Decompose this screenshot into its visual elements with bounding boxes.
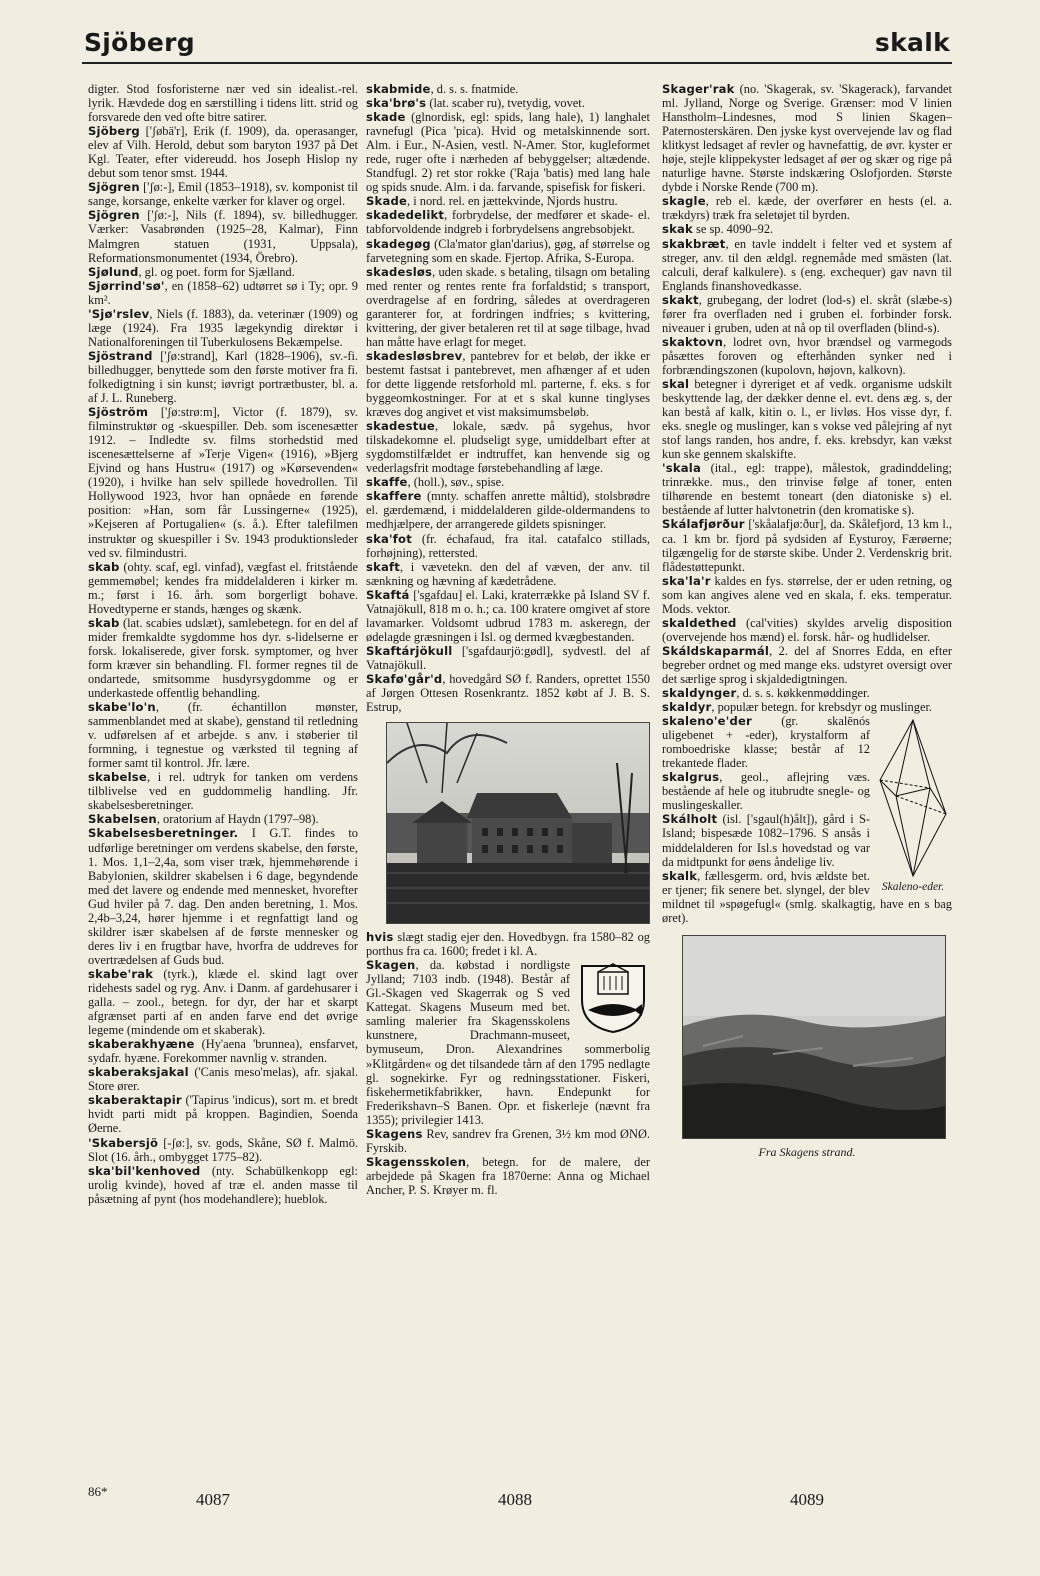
entry: Skagen, da. købstad i nordligste Jylland; 7103 indb. (1948). Består af Gl.-Skagen ved Skagerrak og S ved Kattegat. Skagens Museum med bet. samling malerier fra Skagensskolens kunstnere, Drachmann-museet, bymuseum, Dron. Alexandrines sommerbolig »Klitgården« og det tilsandede tårn af den 1795 nedlagte gl. sognekirke. Fyr og redningsstationer. Fiskeri, fiskehermetikfabrikker, havn. Endepunkt for Frederikshavn–S Banen. Opr. et fiskerleje (nævnt fra 1355); privilegier 1413.	[366, 958, 650, 1127]
header-right-guideword: skalk	[874, 28, 950, 57]
entry: Sjørrind'sø', en (1858–62) udtørret sø i Ty; opr. 9 km².	[88, 278, 358, 307]
entry-headword: skalgrus	[662, 770, 720, 785]
entry-headword: skabelse	[88, 770, 147, 785]
entry-headword: skalk	[662, 868, 698, 883]
signature-mark: 86*	[88, 1484, 108, 1499]
manor-photo	[386, 722, 650, 924]
entry: skalgrus, geol., aflejring væs. bestående af hele og itubrudte snegle- og muslingeskaller.	[662, 770, 870, 813]
beach-caption: Fra Skagens strand.	[758, 1144, 856, 1159]
entry: skadesløs, uden skade. s betaling, tilsagn om betaling med renter og rentes rente fra forfaldstid; s transport, overdragelse af en fordring, således at overdrageren garanterer for, at fordringen indfries; s kvittering, kvittering, der giver betaleren ret til at søge tilbage, hvad han måtte have erlagt for meget.	[366, 264, 650, 349]
entry-headword: skaldethed	[662, 615, 737, 630]
entry-headword: Skaftá	[366, 587, 410, 602]
entry: 'Sjø'rslev, Niels (f. 1883), da. veterinær (1909) og læge (1924). Fra 1935 lægekyndig direktør i Nationalforeningen til Tuberkulosens Bekæmpelse.	[88, 306, 358, 349]
entry-headword: Sjögren	[88, 180, 140, 195]
entry-headword: Sjølund	[88, 264, 139, 279]
entry: skaberaktapir ('Tapirus 'indicus), sort m. et bredt hvidt parti midt på kroppen. Bagindien, Soenda Øerne.	[88, 1093, 358, 1136]
entry: ska'fot (fr. échafaud, fra ital. catafalco stillads, forhøjning), rettersted.	[366, 531, 650, 560]
entry-headword: 'Sjø'rslev	[88, 306, 150, 321]
entry-headword: skadesløsbrev	[366, 348, 463, 363]
entry: Skager'rak (no. 'Skagerak, sv. 'Skagerack), farvandet ml. Jylland, Norge og Sverige. Grænser: mod V linien Hanstholm–Lindesnes, mod S linien Skagen–Paternosterskären. Den jyske kyst overvejende lav og flad klitkyst ledsaget af revler og havnefattig, de øvr. kyster er høje, stejle klippekyster ledsaget af øer og skær og rige på naturlige havne. Største indskæring Oslofjorden. Største dybde i Norske Rende (700 m).	[662, 82, 952, 195]
entry-headword: skadesløs	[366, 264, 433, 279]
entry-headword: Skálafjørður	[662, 517, 745, 532]
header-left-guideword: Sjöberg	[84, 28, 195, 57]
entry: skagle, reb el. kæde, der overfører en hests (el. a. trækdyrs) træk fra seletøjet til byrden.	[662, 194, 952, 223]
entry: skaberaksjakal ('Canis meso'melas), afr. sjakal. Store ører.	[88, 1065, 358, 1094]
entry-headword: skabe'rak	[88, 966, 154, 981]
entry: skal betegner i dyreriget et af vedk. organisme udskilt beskyttende lag, der dækker denne el. evt. dens æg. s, der kan bestå af kalk, kitin o. l., er livløs. Hos visse dyr, f. eks. snegle og muslinger, kan s vokse ved pålejring af nyt stof langs randen, hos andre, f. eks. krebsdyr, kan vækst kun ske gennem skalskifte.	[662, 376, 952, 462]
entry-headword: skakbræt	[662, 236, 726, 251]
entry: skabe'rak (tyrk.), klæde el. skind lagt over ridehests sadel og ryg. Anv. i Danm. af gardehusarer i galla. – zool., betegn. for dyr, der har et skarpt afgrænset parti af en anden farve end det øvrige legeme (mindende om et skaberak).	[88, 966, 358, 1038]
beach-photo-image	[683, 936, 945, 1138]
entry: skabmide, d. s. s. fnatmide.	[366, 82, 519, 96]
entry: Skaftárjökull ['sgafdaurjö:gødl], sydvestl. del af Vatnajökull.	[366, 643, 650, 672]
entry-headword: Sjöstrand	[88, 348, 153, 363]
entry: Sjølund, gl. og poet. form for Sjælland.	[88, 264, 295, 279]
entry: skaffere (mnty. schaffen anrette måltid), stolsbrødre el. gærdemænd, i middelalderen gilde-oldermandens to medhjælpere, der arrangerede gildets spisninger.	[366, 489, 650, 532]
entry: skaffe, (holl.), søv., spise.	[366, 475, 505, 490]
entry-headword: Sjöberg	[88, 124, 140, 139]
entry-headword: skak	[662, 222, 693, 237]
entry: Skafø'går'd, hovedgård SØ f. Randers, oprettet 1550 af Jørgen Ottesen Rosenkrantz. 1852 købt af J. B. S. Estrup,	[366, 671, 650, 715]
entry: skaktovn, lodret ovn, hvor brændsel og varmegods påsættes foroven og efterhånden synker ned i forbrændingszonen (kupolovn, højovn, kalkovn).	[662, 334, 952, 377]
entry-headword: skaldyr	[662, 700, 712, 715]
crystal-icon	[876, 718, 950, 878]
entry: skaberakhyæne (Hy'aena 'brunnea), ensfarvet, sydafr. hyæne. Forekommer navnlig v. stranden.	[88, 1037, 358, 1066]
page-number-4088: 4088	[498, 1490, 532, 1509]
entry-headword: hvis	[366, 930, 394, 945]
entry-headword: ska'bil'kenhoved	[88, 1163, 201, 1178]
entry-headword: skaldynger	[662, 686, 737, 701]
page-number-4087: 4087	[196, 1490, 230, 1509]
entry: skadedelikt, forbrydelse, der medfører et skade- el. tabforvoldende indgreb i forbrydelsens angrebsobjekt.	[366, 208, 650, 237]
entry-headword: skabe'lo'n	[88, 700, 156, 715]
entry-headword: skaktovn	[662, 334, 724, 349]
entry: skadesløsbrev, pantebrev for et beløb, der ikke er bestemt fastsat i pantebrevet, men afhænger af et uden for dette liggende retsforhold ml. parterne, f. eks. s for byggeomkostninger. For at et s skal kunne tinglyses kræves dog angivet et vist maksimumsbeløb.	[366, 348, 650, 420]
entry: skaldethed (cal'vities) skyldes arvelig disposition (overvejende hos mænd) el. forsk. hår- og hudlidelser.	[662, 615, 952, 644]
entry: digter. Stod fosforisterne nær ved sin idealist.-rel. lyrik. Hævdede dog en særstilling i tidens litt. strid og forsvarede den ved ofte bitre satirer.	[88, 82, 358, 125]
entry-headword: ska'la'r	[662, 573, 711, 588]
entry-headword: Sjögren	[88, 208, 140, 223]
entry: Skabelsesberetninger. I G.T. findes to udførlige beretninger om verdens skabelse, den første, 1. Mos. 1,1–2,4a, som viser træk, hjemmehørende i Babylonien, skildrer skabelsen i 6 dage, begyndende med det lavere og endende med mennesket, hvorefter Gud hviler på 7. dag. Den anden beretning, 1. Mos. 2,4b–3,24, hører hjemme i et regnfattigt land og skildrer især skabelsen af de første mennesker og deres liv i en frugtbar have, hvorfra de uddreves for overtrædelsen af Guds bud.	[88, 826, 358, 967]
entry-headword: skakt	[662, 292, 699, 307]
entry: ska'la'r kaldes en fys. størrelse, der er uden retning, og som kan angives alene ved en skala, f. eks. temperatur. Mods. vektor.	[662, 573, 952, 616]
page-number-4089: 4089	[790, 1490, 824, 1509]
entry-headword: Skagen	[366, 958, 416, 973]
entry: Skáldskaparmál, 2. del af Snorres Edda, en efter begreber ordnet og med mange eks. udstyret oversigt over det særlige sprog i skjaldedigtningen.	[662, 643, 952, 686]
entry-headword: Skade	[366, 194, 408, 209]
entry-headword: skabmide	[366, 82, 431, 96]
entry-headword: Skafø'går'd	[366, 671, 443, 686]
entry: skadegøg (Cla'mator glan'darius), gøg, af størrelse og farvetegning som en skade. Fjertop. Afrika, S-Europa.	[366, 236, 650, 265]
entry: skaldyr, populær betegn. for krebsdyr og muslinger.	[662, 700, 932, 715]
page-header	[82, 22, 952, 64]
entry: skaldynger, d. s. s. køkkenmøddinger.	[662, 686, 870, 701]
entry: Skálholt (isl. ['sgaul(h)ålt]), gård i S-Island; bispesæde 1082–1796. S ansås i middelalderen for Isl.s hovedstad og var da midtpunkt for øens åndelige liv.	[662, 812, 870, 869]
coat-of-arms-icon	[576, 960, 650, 1034]
entry-headword: skagle	[662, 194, 706, 209]
entry-headword: skadestue	[366, 419, 435, 434]
entry-headword: skab	[88, 615, 120, 630]
entry: skakt, grubegang, der lodret (lod-s) el. skråt (slæbe-s) fører fra overfladen ned i gruben el. forbinder forsk. niveauer i gruben, uden at nå op til overfladen (blind-s).	[662, 292, 952, 335]
entry: skade (glnordisk, egl: spids, lang hale), 1) langhalet ravnefugl (Pica 'pica). Hvid og metalskinnende sort. Alm. i Eur., N-Asien, vestl. N-Amer. Stor, kugleformet rede, ruger ofte i nærheden af bebyggelser; altædende. Standfugl. 2) ret stor rokke ('Raja 'batis) med lang hale og spids snude. Alm. i da. farvande, spisefisk for fiskeri.	[366, 110, 650, 195]
entry-headword: skade	[366, 110, 406, 125]
entry: 'Skabersjö [-ʃø:], sv. gods, Skåne, SØ f. Malmö. Slot (16. årh., ombygget 1775–82).	[88, 1135, 358, 1164]
entry-headword: 'Skabersjö	[88, 1135, 159, 1150]
entry: skadestue, lokale, sædv. på sygehus, hvor tilskadekomne el. pludseligt syge, umiddelbart efter at sygdomstilfældet er indtruffet, kan henvende sig og vederlagsfrit modtage førstebehandling af læge.	[366, 419, 650, 476]
entry: Sjöstrand ['ʃø:strand], Karl (1828–1906), sv.-fi. billedhugger, benyttede som den første motiver fra fi. folkedigtning i sin kunst; iøvrigt portrætbuster, bl. a. af J. L. Runeberg.	[88, 348, 358, 406]
entry: skaleno'e'der (gr. skalēnós uligebenet + -eder), krystalform af romboedriske klasse; består af 12 trekantede flader.	[662, 714, 870, 771]
entry-headword: Skagensskolen	[366, 1154, 467, 1169]
entry: skabelse, i rel. udtryk for tanken om verdens tilblivelse ved en guddommelig handling. Jfr. skabelsesberetninger.	[88, 770, 358, 813]
entry-headword: 'skala	[662, 461, 701, 476]
entry: Sjöström ['ʃø:strø:m], Victor (f. 1879), sv. filminstruktør og -skuespiller. Deb. som iscenesætter 1912. – Indledte sv. films storhedstid med iscenesættelserne af »Terje Vigen« (1916), »Bjerg Ejvind og hans Hustru« (1917) og »Kørsevenden« (1920), i hvilke han selv spillede hovedrollen. Til Hollywood 1923, hvor han opnåede en førende position: »Han, som får Lussingerne« (1925), »Kejseren af Portugalien« (s. å.). Efter talefilmen instruktør og skuespiller i Sv. 1943 produktionsleder ved sv. filmindustri.	[88, 405, 358, 560]
entry: skab (ohty. scaf, egl. vinfad), vægfast el. fritstående gemmemøbel; kendes fra middelalderen i kirker m. m.; først i 16. årh. som borgerligt bohave. Hovedtyperne er stands, hænges og skænk.	[88, 559, 358, 616]
entry-headword: skadedelikt	[366, 208, 445, 223]
entry-headword: Sjöström	[88, 405, 149, 420]
entry-headword: skaffe	[366, 475, 408, 490]
entry: ska'brø's (lat. scaber ru), tvetydig, vovet.	[366, 96, 585, 111]
entry: Skagensskolen, betegn. for de malere, der arbejdede på Skagen fra 1870erne: Anna og Michael Ancher, P. S. Krøyer m. fl.	[366, 1154, 650, 1197]
entry-headword: Skabelsesberetninger.	[88, 826, 239, 841]
entry: skak se sp. 4090–92.	[662, 222, 774, 237]
entry-headword: Sjørrind'sø'	[88, 278, 165, 293]
beach-photo	[682, 935, 946, 1139]
entry: skabe'lo'n, (fr. échantillon mønster, sammenblandet med at skabe), genstand til retledning v. udførelsen af et arbejde. s anv. i støberier til formning, i tegnestue og værksted til tegning af former samt til kontrol. Jfr. lære.	[88, 700, 358, 771]
entry-headword: Skálholt	[662, 812, 718, 827]
entry: Skabelsen, oratorium af Haydn (1797–98).	[88, 812, 319, 827]
entry: skakbræt, en tavle inddelt i felter ved et system af streger, anv. til den ældgl. regnemåde med smästen (lat. calculi, deraf kalkulere). s (eng. exchequer) gav navn til Englands finanshovedkasse.	[662, 236, 952, 293]
entry-headword: Skaftárjökull	[366, 643, 453, 658]
entry: skaft, i vævetekn. den del af væven, der anv. til sænkning og hævning af kædetrådene.	[366, 559, 650, 588]
entry: Skade, i nord. rel. en jættekvinde, Njords hustru.	[366, 194, 618, 209]
entry-headword: skaberakhyæne	[88, 1037, 195, 1052]
entry-headword: Skabelsen	[88, 812, 157, 827]
skagen-coat-of-arms	[576, 960, 650, 1034]
column-3	[662, 82, 952, 1159]
entry: ska'bil'kenhoved (nty. Schabülkenkopp egl: urolig kvinde), hoved af træ el. anden masse til påsætning af pynt (hos modehandlere); hueblok.	[88, 1163, 358, 1206]
entry: Sjöberg ['ʃøbä'r], Erik (f. 1909), da. operasanger, elev af Vilh. Herold, debut som baryton 1937 på Det Kgl. Teater, efter videreudd. hos Joseph Hislop ny debut som tenor smst. 1944.	[88, 124, 358, 181]
entry-headword: Skáldskaparmál	[662, 643, 770, 658]
entry-headword: skab	[88, 559, 120, 574]
skalenoeder-figure	[874, 718, 952, 894]
entry: 'skala (ital., egl: trappe), målestok, gradinddeling; trinrække. mus., den trinvise følge af toner, enten tilhørende en bestemt toneart (den diatoniske s) el. bestående af lutter halvtonetrin (den kromatiske s).	[662, 461, 952, 518]
entry-headword: ska'brø's	[366, 96, 427, 111]
entry-headword: Skagens	[366, 1126, 423, 1141]
entry-headword: skaleno'e'der	[662, 714, 752, 729]
entry: Sjögren ['ʃø:-], Emil (1853–1918), sv. komponist til sange, korsange, enkelte værker for klaver og orgel.	[88, 180, 358, 209]
entry-headword: Skager'rak	[662, 82, 735, 96]
column-1	[88, 82, 358, 1206]
entry-headword: skaft	[366, 559, 401, 574]
crystal-caption: Skaleno-eder.	[881, 881, 945, 894]
entry: Skálafjørður ['skåalafjø:ður], da. Skålefjord, 13 km l., ca. 1 km br. fjord på sydsiden af Eysturoy, Færøerne; tilgængelig for de største skibe. Under 2. Verdenskrig brit. flådestøttepunkt.	[662, 517, 952, 574]
entry-headword: ska'fot	[366, 531, 412, 546]
entry-headword: skaffere	[366, 489, 422, 504]
entry-headword: skaberaktapir	[88, 1093, 182, 1108]
entry: Skaftá ['sgafdau] el. Laki, kraterrække på Island SV f. Vatnajökull, 818 m o. h.; ca. 100 kratere omgivet af store lavamarker. Voldsomt udbrud 1783 m. askeregn, der ødelagde græsningen i Isl. og dermed kvægbestanden.	[366, 587, 650, 644]
entry: hvis slægt stadig ejer den. Hovedbygn. fra 1580–82 og porthus fra ca. 1600; fredet i kl. A.	[366, 930, 650, 959]
entry: skalk, fællesgerm. ord, hvis ældste bet. er tjener; fik senere bet. slyngel, der blev mildnet til »spøgefugl« (smlg. skalkagtig, have en s bag øret).	[662, 868, 952, 925]
entry-headword: skaberaksjakal	[88, 1065, 189, 1080]
manor-photo-image	[387, 723, 649, 923]
entry: skab (lat. scabies udslæt), samlebetegn. for en del af mider fremkaldte sygdomme hos dyr. s-lidelserne er forsk. lokaliserede, giver forsk. symptomer, og hver form kræver sin behandling. Fl. former regnes til de ondartede, smitsomme husdyrsygdomme og er underkastede offentlig behandling.	[88, 615, 358, 701]
column-2	[366, 82, 650, 1197]
entry-headword: skal	[662, 376, 690, 391]
entry-headword: skadegøg	[366, 236, 431, 251]
entry: Sjögren ['ʃø:-], Nils (f. 1894), sv. billedhugger. Værker: Vasabrønden (1925–28, Kalmar), Finn Malmgren statuen (1931, Uppsala), Reformationsmonumentet (1934, Örebro).	[88, 208, 358, 265]
entry: Skagens Rev, sandrev fra Grenen, 3½ km mod ØNØ. Fyrskib.	[366, 1126, 650, 1155]
